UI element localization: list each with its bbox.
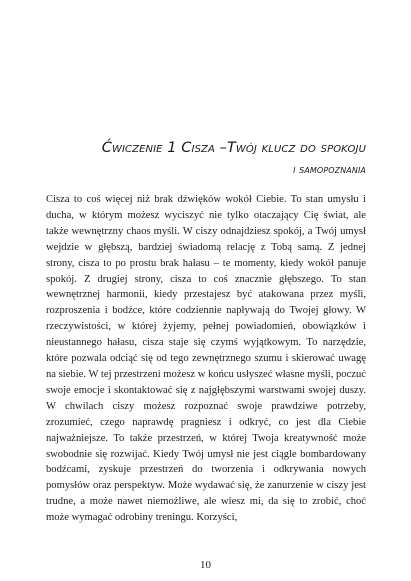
body-paragraph: Cisza to coś więcej niż brak dźwięków wokół Ciebie. To stan umysłu i ducha, w którym możesz wyciszyć nie tylko otaczający Cię świat, ale także wewnętrzny chaos myśli. W ciszy odnajdziesz spokój, a Twój umysł wejdzie w głębszą, bardziej świadomą relację z Tobą samą. Z jednej strony, cisza to po prostu brak hałasu – te momenty, kiedy wokół panuje spokój. Z drugiej strony, cisza to coś znacznie głębszego. To stan wewnętrznej harmonii, kiedy przestajesz być atakowana przez myśli, rozproszenia i bodźce, które codziennie napływają do Twojej głowy. W rzeczywistości, w której żyjemy, pełnej powiadomień, obowiązków i nieustannego hałasu, cisza staje się czymś wyjątkowym. To narzędzie, które pozwala odciąć się od tego zewnętrznego szumu i skierować uwagę na siebie. W tej przestrzeni możesz w końcu usłyszeć własne myśli, poczuć swoje emocje i skontaktować się z najgłębszymi warstwami swojej duszy. W chwilach ciszy możesz rozpoznać swoje prawdziwe potrzeby, zrozumieć, czego naprawdę pragniesz i odkryć, co jest dla Ciebie najważniejsze. To także przestrzeń, w której Twoja kreatywność może swobodnie się rozwijać. Kiedy Twój umysł nie jest ciągle bombardowany bodźcami, zyskuje przestrzeń do tworzenia i odkrywania nowych pomysłów oraz perspektyw. Może wydawać się, że zanurzenie w ciszy jest trudne, a może nawet niemożliwe, ale wiesz mi, da się to zrobić, choć może wymagać odrobiny treningu. Korzyści,	[46, 194, 366, 524]
chapter-subtitle: i samopoznania	[293, 163, 366, 176]
page-number: 10	[200, 559, 211, 571]
chapter-title: Ćwiczenie 1 Cisza –Twój klucz do spokoju	[101, 140, 366, 156]
